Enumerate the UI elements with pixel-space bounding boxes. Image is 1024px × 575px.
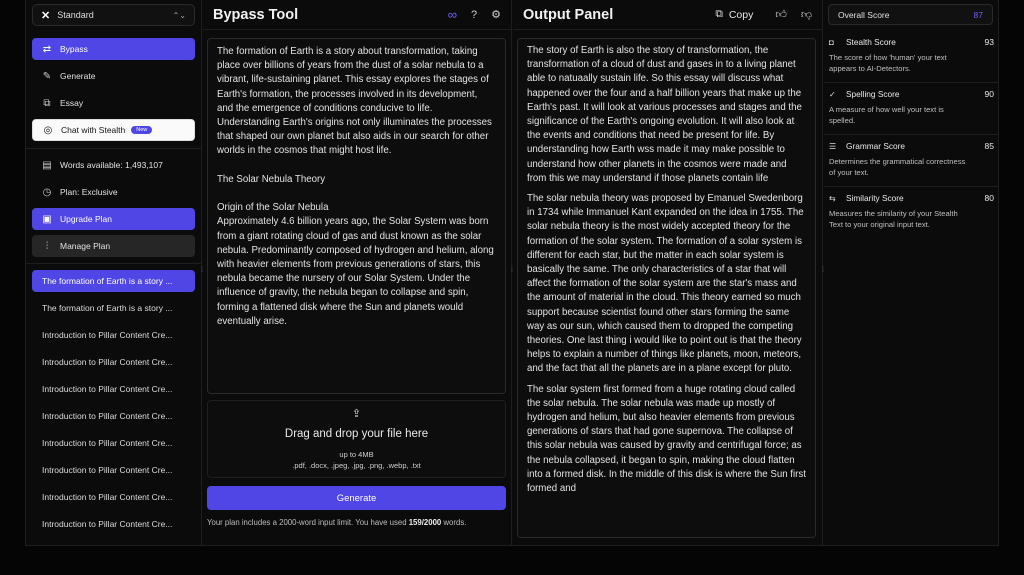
input-panel — [203, 0, 512, 546]
history-item[interactable]: Introduction to Pillar Content Cre... — [42, 519, 173, 529]
image-icon: ▣ — [42, 213, 52, 225]
essay-icon: ⧉ — [43, 97, 51, 109]
nav-chat-label: Chat with Stealth — [61, 125, 126, 135]
clock-icon: ◷ — [42, 186, 52, 198]
chevron-updown-icon: ⌃⌄ — [172, 10, 186, 20]
output-paragraph: The solar nebula theory was proposed by Emanuel Swedenborg in 1734 while Immanuel Kant expanded on the idea in 1755. The solar nebula theory is the most widely accepted theory for the formation of the solar system. The formation of a solar system is different for each star, but the matter in each solar system is basically the same. The only characteristics of a star that will affect the formation of the solar system are the star's mass and the amount of material in the cloud. This theory earned so much support because scientist found other stars forming the same way as our sun, which caused them to dropped the competing theories. One last thing i would like to point out is that the theory helps to explain a number of things like planets, moon, meteors, and the fact that all the planets are in a plane except for pluto. — [527, 193, 804, 375]
history-item[interactable]: Introduction to Pillar Content Cre... — [42, 357, 173, 367]
plan-note-prefix: Your plan includes a 2000-word input limit. You have used — [207, 518, 407, 527]
history-item[interactable]: The formation of Earth is a story ... — [42, 303, 173, 313]
resize-handle[interactable]: ⁞ — [201, 267, 203, 274]
dropzone-title: Drag and drop your file here — [284, 428, 429, 440]
x-logo-icon: ✕ — [41, 9, 51, 22]
copy-button[interactable] — [715, 8, 753, 21]
manage-plan-label: Manage Plan — [60, 241, 111, 251]
nav-chat-with-stealth[interactable] — [32, 119, 195, 141]
input-text: The formation of Earth is a story about transformation, taking place over billions of years from the dust of a solar nebula to a vibrant, life-sustaining planet. This essay explores the stages of Earth's formation, the processes involved in its development, and the emergence of conditions conducive to life. Understanding Earth's origins not only illuminates the processes that shaped our own planet but also aids in our search for other worlds in the cosmos that might host life. The Solar Nebula Theory Origin of the Solar Nebula Approximately 4.6 billion years ago, the Solar System was born from a giant rotating cloud of gas and dust known as the solar nebula. Predominantly composed of hydrogen and helium, along with heavier elements from previous generations of stars, this nebula became the nursery of our Solar System. Under the influence of gravity, the nebula began to collapse and spin, forming a flattened disk where the Sun and planets would eventually arise. — [217, 46, 494, 327]
score-value: 80 — [984, 193, 994, 203]
score-description: A measure of how well your text is spelled. — [829, 105, 944, 125]
spellcheck-icon: ✓ — [829, 89, 836, 99]
resize-handle[interactable]: ⁞ — [511, 267, 513, 274]
nav-bypass[interactable] — [32, 38, 195, 60]
overall-score-label: Overall Score — [838, 9, 890, 20]
nav-essay[interactable] — [32, 92, 195, 114]
upgrade-plan-button[interactable] — [32, 208, 195, 230]
output-text-area[interactable] — [517, 38, 816, 538]
sliders-icon: ⫶ — [45, 240, 49, 252]
output-paragraph: The solar system first formed from a huge rotating cloud called the solar nebula. The solar nebula was made up mostly of hydrogen and helium, but also heavier elements from previous generations of stars that had gone supernova. The collapse of this solar nebula was caused by gravity and centrifugal force; as the nebula collapsed, it began to spin, making the cloud flatten into a formed disk. In the middle of this disk is where the Sun first formed and — [527, 383, 806, 495]
input-textarea[interactable] — [207, 38, 506, 394]
list-check-icon: ☰ — [829, 141, 837, 151]
score-value: 90 — [984, 89, 994, 99]
score-description: Measures the similarity of your Stealth Text to your original input text. — [829, 209, 958, 229]
chat-icon: ◎ — [43, 124, 53, 136]
resize-handle[interactable]: ⁞ — [822, 267, 824, 274]
nav-essay-label: Essay — [60, 98, 84, 108]
new-badge: New — [131, 126, 152, 134]
edit-icon: ✎ — [42, 70, 52, 82]
words-available — [32, 154, 195, 176]
compare-icon: ⇆ — [829, 193, 836, 203]
scores-panel — [824, 0, 999, 546]
dropzone-types: .pdf, .docx, .jpeg, .jpg, .png, .webp, .txt — [292, 461, 421, 470]
output-header — [513, 0, 822, 30]
plan-info — [32, 181, 195, 203]
input-header — [203, 0, 511, 30]
overall-score — [828, 4, 993, 25]
plan-note-suffix: words. — [443, 518, 467, 527]
output-title: Output Panel — [523, 6, 614, 23]
output-paragraph: The story of Earth is also the story of transformation, the transformation of a cloud of dust and gases in to a living planet able to natuaally sustain life. So this essay will discuss what happened over the four and a half billion years that make up the Earth's past. It will look at various processes and stages and the significance of the Earth's ongoing evolution. It will also look at the events and conditions that need be present for life. By understanding how Earth wss made it may make possible to understand how other planets in the cosmos were made and from this we may understand if those planets contain life — [527, 45, 802, 184]
sidebar-divider — [26, 263, 202, 264]
score-description: The score of how 'human' your text appears to AI-Detectors. — [829, 53, 947, 73]
nav-generate[interactable] — [32, 65, 195, 87]
stealth-score-card — [824, 33, 999, 83]
similarity-score-card — [824, 189, 999, 239]
words-available-label: Words available: 1,493,107 — [60, 160, 163, 170]
plan-note-count: 159/2000 — [408, 518, 442, 527]
dropzone-size: up to 4MB — [339, 450, 374, 459]
copy-label: Copy — [728, 8, 754, 21]
output-panel — [513, 0, 823, 546]
history-item[interactable]: Introduction to Pillar Content Cre... — [42, 330, 173, 340]
thumbs-down-icon[interactable]: 👎︎ — [800, 9, 812, 21]
generate-button[interactable]: Generate — [207, 486, 506, 510]
gear-icon[interactable]: ⚙ — [491, 9, 501, 21]
page-title: Bypass Tool — [213, 6, 299, 23]
history-item[interactable]: Introduction to Pillar Content Cre... — [42, 438, 173, 448]
score-label: Grammar Score — [846, 141, 906, 151]
score-value: 93 — [984, 37, 994, 47]
overall-score-value: 87 — [973, 9, 983, 20]
plan-label: Plan: Exclusive — [60, 187, 118, 197]
upload-icon: ⇪ — [351, 408, 362, 420]
model-select[interactable] — [32, 4, 195, 26]
sidebar-divider — [26, 148, 202, 149]
score-description: Determines the grammatical correctness of your text. — [829, 157, 966, 177]
copy-icon: ⧉ — [715, 8, 723, 20]
score-label: Spelling Score — [846, 89, 900, 99]
plan-limit-note — [207, 517, 507, 528]
help-icon[interactable]: ? — [471, 8, 478, 21]
history-item[interactable]: Introduction to Pillar Content Cre... — [42, 384, 173, 394]
score-label: Stealth Score — [846, 37, 896, 47]
document-icon: ▤ — [42, 159, 52, 171]
history-item[interactable]: The formation of Earth is a story ... — [32, 270, 195, 292]
spelling-score-card — [824, 85, 999, 135]
thumbs-up-icon[interactable]: 👍︎ — [775, 9, 787, 21]
sidebar — [26, 0, 202, 546]
history-item[interactable]: Introduction to Pillar Content Cre... — [42, 492, 173, 502]
history-item[interactable]: Introduction to Pillar Content Cre... — [42, 411, 173, 421]
upgrade-plan-label: Upgrade Plan — [60, 214, 112, 224]
file-dropzone[interactable] — [207, 400, 506, 478]
model-select-label: Standard — [57, 10, 94, 20]
mask-icon: ◘ — [829, 37, 834, 47]
infinity-icon[interactable]: ∞ — [447, 7, 457, 22]
score-value: 85 — [984, 141, 994, 151]
manage-plan-button[interactable] — [32, 235, 195, 257]
swap-icon: ⇄ — [42, 43, 52, 55]
history-item[interactable]: Introduction to Pillar Content Cre... — [42, 465, 173, 475]
grammar-score-card — [824, 137, 999, 187]
nav-generate-label: Generate — [60, 71, 96, 81]
score-label: Similarity Score — [846, 193, 904, 203]
nav-bypass-label: Bypass — [60, 44, 88, 54]
